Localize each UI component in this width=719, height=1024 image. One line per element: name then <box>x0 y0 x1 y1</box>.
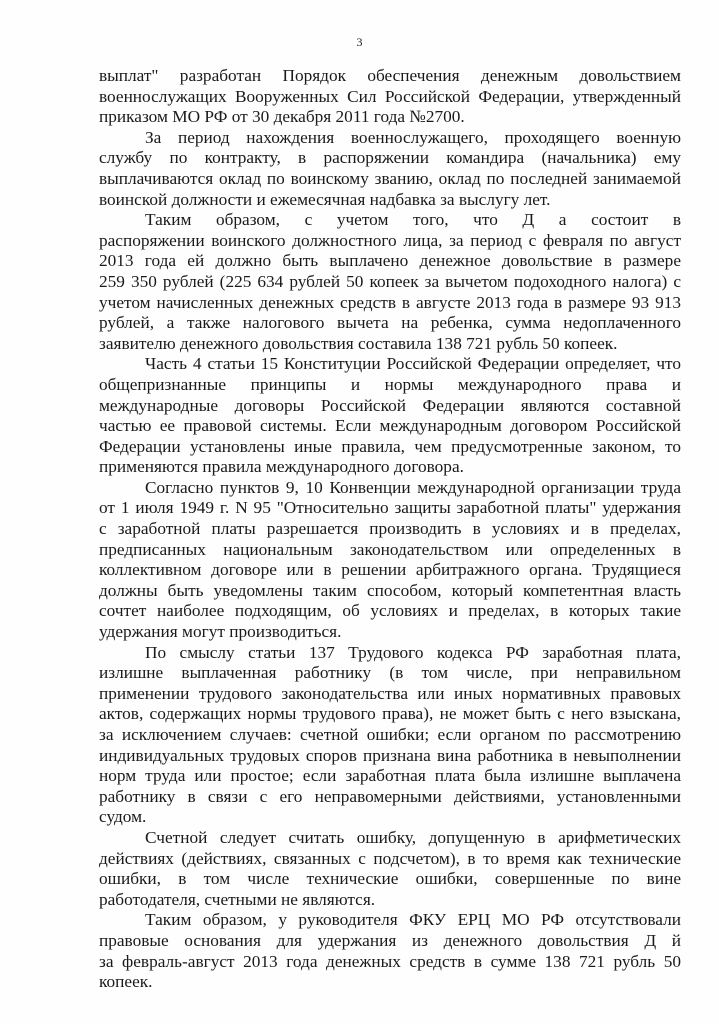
text-line: за исключением случаев: счетной ошибки; если органом по рассмотрению <box>99 725 681 744</box>
text-line: предписанных национальным законодательством или определенных в <box>99 539 681 559</box>
text-line: применении трудового законодательства или иных нормативных правовых <box>99 683 681 703</box>
text-line: работнику в связи с его неправомерными действиями, установленными <box>99 786 681 806</box>
text-line: Федерации установлены иные правила, чем предусмотренные законом, то <box>99 436 681 456</box>
text-line: от 1 июля 1949 г. N 95 "Относительно защиты заработной платы" удержания <box>99 498 681 518</box>
text-line: с заработной платы разрешается производить в условиях и в пределах, <box>99 519 681 539</box>
text-line: службу по контракту, в распоряжении командира (начальника) ему <box>99 148 681 168</box>
text-line: судом. <box>99 807 147 827</box>
text-line: излишне выплаченная работнику (в том числе, при неправильном <box>99 663 681 683</box>
text-line: приказом МО РФ от 30 декабря 2011 года №2700. <box>99 107 465 127</box>
text-line: индивидуальных трудовых споров признана вина работника в невыполнении <box>99 745 681 765</box>
text-line: Таким образом, у руководителя ФКУ ЕРЦ МО РФ отсутствовали <box>145 910 681 930</box>
text-line: 2013 года ей должно быть выплачено денежное довольствие в размере <box>99 251 681 271</box>
text-line: применяются правила международного договора. <box>99 457 464 477</box>
document-body <box>99 66 681 993</box>
text-line: По смыслу статьи 137 Трудового кодекса РФ заработная плата, <box>145 642 681 662</box>
text-line: работодателя, счетными не являются. <box>99 889 376 909</box>
paragraph <box>99 210 681 354</box>
text-line: 259 350 рублей (225 634 рублей 50 копеек за вычетом подоходного налога) с <box>99 271 681 291</box>
text-line: правовые основания для удержания из денежного довольствия Д й <box>99 930 681 950</box>
text-line: за февраль-август 2013 года денежных средств в сумме 138 721 рубль 50 <box>99 951 681 971</box>
text-line: норм труда или простое; если заработная плата была излишне выплачена <box>99 766 681 786</box>
paragraph <box>99 66 681 128</box>
text-line: копеек. <box>99 972 153 992</box>
text-line: Часть 4 статьи 15 Конституции Российской Федерации определяет, что <box>145 354 681 374</box>
text-line: выплат" разработан Порядок обеспечения денежным довольствием <box>99 66 681 85</box>
text-line: учетом начисленных денежных средств в августе 2013 года в размере 93 913 <box>99 292 681 312</box>
text-line: воинской должности и ежемесячная надбавка за выслугу лет. <box>99 189 551 209</box>
text-line: международные договоры Российской Федерации являются составной <box>99 395 681 415</box>
text-line: распоряжении воинского должностного лица, за период с февраля по август <box>99 230 681 250</box>
text-line: актов, содержащих нормы трудового права), не может быть с него взыскана, <box>99 704 681 724</box>
paragraph <box>99 910 681 992</box>
text-line: должны быть уведомлены таким способом, который компетентная власть <box>99 580 681 600</box>
text-line: общепризнанные принципы и нормы международного права и <box>99 374 681 394</box>
text-line: Счетной следует считать ошибку, допущенную в арифметических <box>145 827 681 847</box>
text-line: ошибки, в том числе технические ошибки, совершенные по вине <box>99 869 681 889</box>
text-line: частью ее правовой системы. Если международным договором Российской <box>99 416 681 436</box>
text-line: удержания могут производиться. <box>99 622 342 642</box>
text-line: действиях (действиях, связанных с подсчетом), в то время как технические <box>99 848 681 868</box>
text-line: заявителю денежного довольствия составила 138 721 рубль 50 копеек. <box>99 333 618 353</box>
text-line: рублей, а также налогового вычета на ребенка, сумма недоплаченного <box>99 313 681 333</box>
paragraph <box>99 643 681 828</box>
paragraph <box>99 128 681 210</box>
text-line: Согласно пунктов 9, 10 Конвенции международной организации труда <box>145 477 681 497</box>
text-line: военнослужащих Вооруженных Сил Российской Федерации, утвержденный <box>99 86 681 106</box>
paragraph <box>99 478 681 643</box>
text-line: сочтет наиболее подходящим, об условиях и пределах, в которых такие <box>99 601 681 621</box>
paragraph <box>99 354 681 478</box>
text-line: коллективном договоре или в решении арбитражного органа. Трудящиеся <box>99 560 681 580</box>
text-line: выплачиваются оклад по воинскому званию, оклад по последней занимаемой <box>99 168 681 188</box>
page-number: 3 <box>356 35 363 49</box>
text-line: За период нахождения военнослужащего, проходящего военную <box>145 127 681 147</box>
text-line: Таким образом, с учетом того, что Д а состоит в <box>145 210 681 230</box>
paragraph <box>99 828 681 910</box>
